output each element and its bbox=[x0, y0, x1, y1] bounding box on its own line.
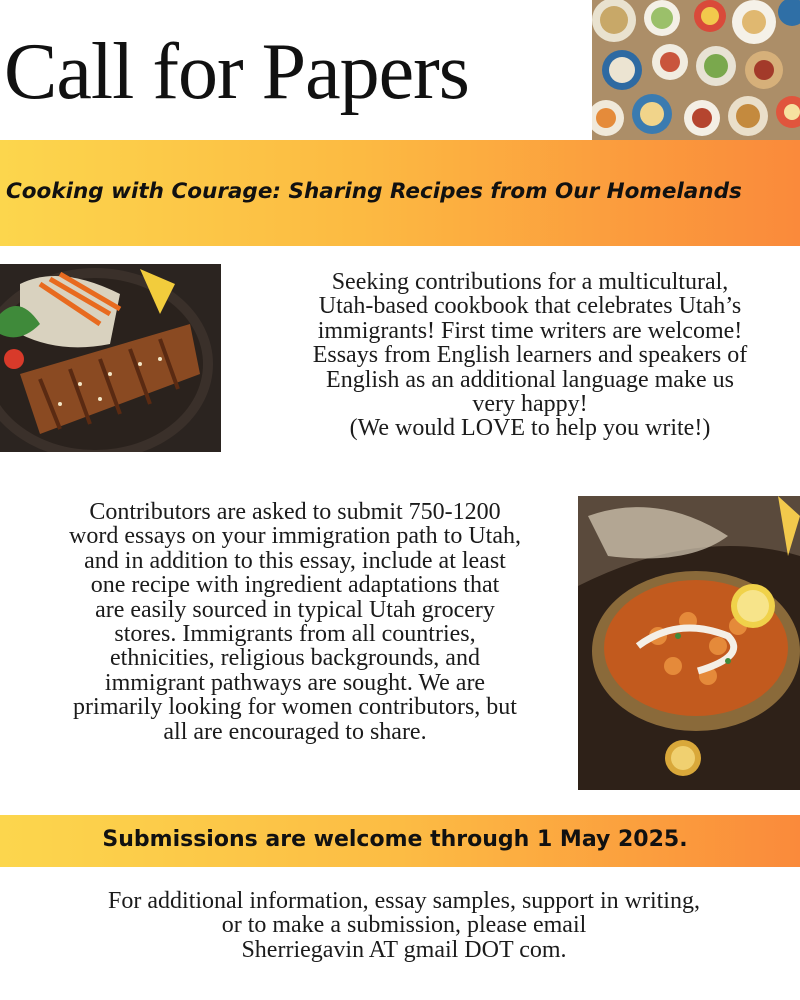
details-line: one recipe with ingredient adaptations that bbox=[90, 572, 500, 599]
curry-dish-image bbox=[578, 496, 800, 790]
curry-dish-photo bbox=[578, 496, 800, 790]
intro-line: Seeking contributions for a multicultural, bbox=[331, 269, 729, 295]
details-paragraph bbox=[30, 500, 560, 744]
intro-line: very happy! bbox=[472, 391, 588, 418]
intro-line: English as an additional language make us bbox=[326, 366, 734, 393]
details-line: immigrant pathways are sought. We are bbox=[104, 669, 486, 696]
page-title: Call for Papers bbox=[4, 28, 469, 116]
details-line: stores. Immigrants from all countries, bbox=[114, 621, 476, 648]
subtitle: Cooking with Courage: Sharing Recipes from Our Homelands bbox=[6, 179, 742, 204]
details-line: Contributors are asked to submit 750-1200 bbox=[89, 499, 501, 525]
intro-line: (We would LOVE to help you write!) bbox=[349, 415, 711, 442]
intro-line: immigrants! First time writers are welcome! bbox=[317, 317, 743, 344]
details-line: and in addition to this essay, include at least bbox=[84, 547, 506, 574]
contact-line: Sherriegavin AT gmail DOT com. bbox=[241, 936, 567, 963]
details-line: all are encouraged to share. bbox=[163, 718, 427, 745]
details-line: are easily sourced in typical Utah grocery bbox=[95, 596, 495, 623]
food-spread-image bbox=[592, 0, 800, 140]
grilled-chicken-photo bbox=[0, 264, 221, 452]
details-line: primarily looking for women contributors, but bbox=[73, 694, 517, 721]
intro-line: Essays from English learners and speakers of bbox=[312, 342, 748, 369]
contact-paragraph bbox=[30, 889, 778, 962]
grilled-chicken-image bbox=[0, 264, 221, 452]
food-spread-photo bbox=[592, 0, 800, 140]
deadline-text: Submissions are welcome through 1 May 2025. bbox=[102, 827, 688, 852]
intro-line: Utah-based cookbook that celebrates Utah’s bbox=[318, 293, 742, 320]
details-line: ethnicities, religious backgrounds, and bbox=[110, 645, 480, 672]
intro-paragraph bbox=[270, 270, 790, 441]
details-line: word essays on your immigration path to Utah, bbox=[69, 523, 521, 550]
contact-line: or to make a submission, please email bbox=[221, 912, 587, 939]
contact-line: For additional information, essay samples, support in writing, bbox=[108, 888, 700, 914]
